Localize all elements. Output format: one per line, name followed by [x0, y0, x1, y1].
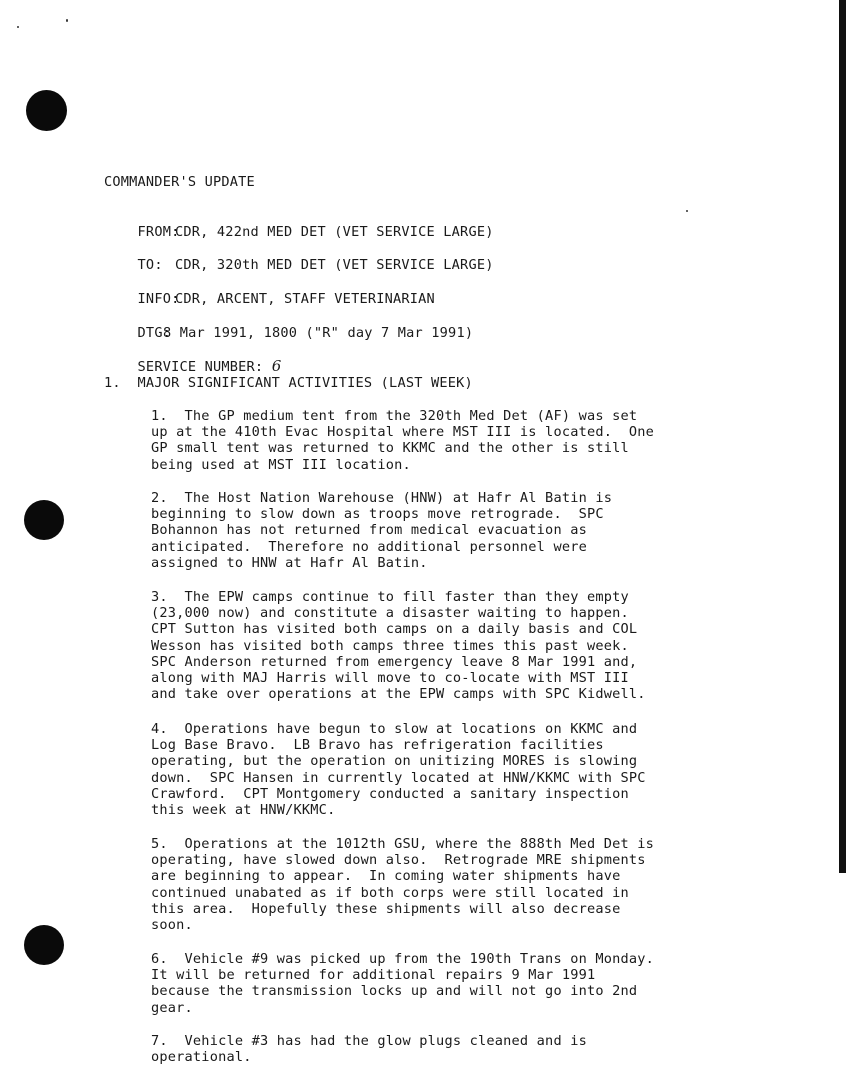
paragraph-line: 2. The Host Nation Warehouse (HNW) at Hafr Al Batin is	[151, 490, 613, 506]
section-heading: 1. MAJOR SIGNIFICANT ACTIVITIES (LAST WEEK)	[104, 375, 473, 391]
paragraph-line: being used at MST III location.	[151, 456, 411, 473]
paragraph-line: beginning to slow down as troops move retrograde. SPC	[151, 506, 604, 523]
document-title: COMMANDER'S UPDATE	[104, 174, 255, 190]
paragraph-line: 6. Vehicle #9 was picked up from the 190th Trans on Monday.	[151, 951, 655, 967]
dtg-label: DTG:	[137, 325, 172, 341]
paragraph-2	[151, 490, 771, 571]
paragraph-line: Wesson has visited both camps three times this past week.	[151, 637, 629, 654]
paragraph-line: assigned to HNW at Hafr Al Batin.	[151, 554, 428, 571]
paragraph-line: CPT Sutton has visited both camps on a daily basis and COL	[151, 621, 638, 638]
paragraph-line: operational.	[151, 1049, 252, 1066]
scan-edge-bar	[839, 0, 846, 873]
paragraph-line: because the transmission locks up and will not go into 2nd	[151, 983, 638, 1000]
paragraph-line: along with MAJ Harris will move to co-locate with MST III	[151, 670, 629, 687]
paragraph-line: 5. Operations at the 1012th GSU, where the 888th Med Det is	[151, 836, 655, 852]
punch-hole-top	[26, 90, 67, 131]
paragraph-7	[151, 1033, 771, 1065]
from-value: CDR, 422nd MED DET (VET SERVICE LARGE)	[175, 224, 494, 240]
paragraph-line: this area. Hopefully these shipments will also decrease	[151, 900, 621, 917]
paragraph-line: 7. Vehicle #3 has had the glow plugs cleaned and is	[151, 1033, 587, 1049]
paragraph-line: this week at HNW/KKMC.	[151, 802, 336, 819]
punch-hole-middle	[24, 500, 64, 540]
paragraph-line: (23,000 now) and constitute a disaster waiting to happen.	[151, 605, 629, 622]
paragraph-line: continued unabated as if both corps were still located in	[151, 884, 629, 901]
paragraph-3	[151, 589, 771, 702]
paragraph-line: gear.	[151, 999, 193, 1016]
paragraph-4	[151, 721, 771, 818]
paragraph-line: are beginning to appear. In coming water shipments have	[151, 868, 621, 885]
paragraph-line: up at the 410th Evac Hospital where MST III is located. One	[151, 424, 655, 441]
scan-speck	[17, 26, 19, 28]
paragraph-line: Crawford. CPT Montgomery conducted a sanitary inspection	[151, 785, 629, 802]
paragraph-line: 3. The EPW camps continue to fill faster than they empty	[151, 589, 629, 605]
punch-hole-bottom	[24, 925, 64, 965]
paragraph-5	[151, 836, 771, 933]
paragraph-6	[151, 951, 771, 1016]
paragraph-1	[151, 408, 771, 473]
paragraph-line: GP small tent was returned to KKMC and the other is still	[151, 440, 629, 457]
paragraph-line: soon.	[151, 917, 193, 934]
to-value: CDR, 320th MED DET (VET SERVICE LARGE)	[175, 257, 494, 273]
paragraph-line: and take over operations at the EPW camps with SPC Kidwell.	[151, 686, 646, 703]
to-label: TO:	[137, 257, 163, 273]
paragraph-line: It will be returned for additional repairs 9 Mar 1991	[151, 967, 596, 984]
service-number-label: SERVICE NUMBER:	[137, 359, 264, 375]
paragraph-line: down. SPC Hansen in currently located at HNW/KKMC with SPC	[151, 769, 646, 786]
paragraph-line: operating, have slowed down also. Retrograde MRE shipments	[151, 852, 646, 869]
paragraph-line: SPC Anderson returned from emergency leave 8 Mar 1991 and,	[151, 653, 638, 670]
info-label: INFO:	[137, 291, 180, 307]
scan-speck	[66, 19, 68, 22]
paragraph-line: anticipated. Therefore no additional personnel were	[151, 538, 587, 555]
scan-speck	[686, 210, 688, 212]
paragraph-line: Bohannon has not returned from medical evacuation as	[151, 522, 587, 539]
service-number-value: 6	[271, 357, 282, 375]
info-value: CDR, ARCENT, STAFF VETERINARIAN	[175, 291, 435, 307]
paragraph-line: 1. The GP medium tent from the 320th Med Det (AF) was set	[151, 408, 638, 424]
paragraph-line: Log Base Bravo. LB Bravo has refrigeration facilities	[151, 737, 604, 754]
from-label: FROM:	[137, 224, 180, 240]
paragraph-line: operating, but the operation on unitizing MORES is slowing	[151, 753, 638, 770]
paragraph-line: 4. Operations have begun to slow at locations on KKMC and	[151, 721, 638, 737]
dtg-value: 8 Mar 1991, 1800 ("R" day 7 Mar 1991)	[163, 325, 474, 341]
